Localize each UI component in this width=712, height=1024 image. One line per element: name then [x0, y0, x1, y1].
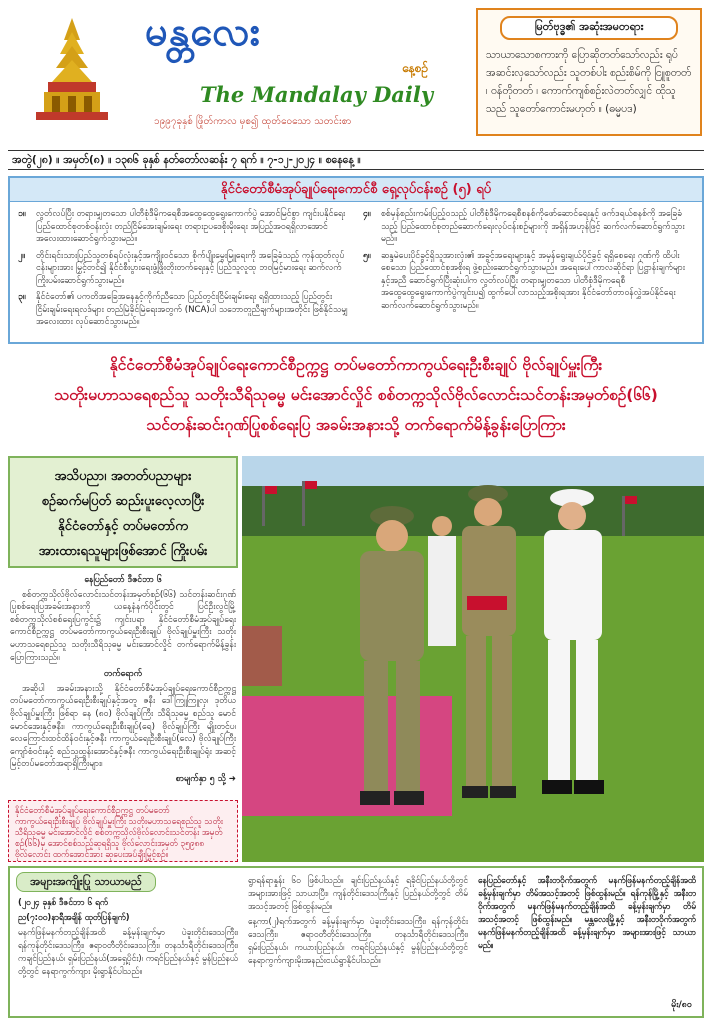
announcement-paragraph: နေ့ကာ(၂)ရက်အတွက် ခန့်မှန်းချက်မှာ ပဲခူးတိုင်းဒေသကြီး၊ ရန်ကုန်တိုင်းဒေသကြီး၊ ဧရာဝတီတိုင်းဒေသကြီး၊ တနင်္သာရီတိုင်းဒေသကြီး၊ ရှမ်းပြည်နယ်၊ ကယားပြည်နယ်၊ ကရင်ပြည်နယ်နှင့် မွန်ပြည်နယ်တို့တွင် နေရာကွက်ကျားမိုးအနည်းငယ်ရွာနိုင်ပါသည်။	[248, 916, 468, 965]
photo-caption: နိုင်ငံတော်စီမံအုပ်ချုပ်ရေးကောင်စီဥက္ကဋ္ဌ တပ်မတော်ကာကွယ်ရေးဦးစီးချုပ် ဗိုလ်ချုပ်မှူးကြီး သတိုးမဟာသရေစည်သူ သတိုးသီရိသုဓမ္မ မင်းအောင်လှိုင် စစ်တက္ကသိုလ်ဗိုလ်လောင်းသင်တန်း အမှတ်စဉ်(၆၆)မှ အောင်စစ်သည့်ဆုရရှိသူ ဗိုလ်လောင်းအမှတ် ၃၅၉၈၈ ဗိုလ်လောင်း ထက်အောင်အား ဆုပေးအပ်ချီးမြှင့်စဉ်။	[8, 800, 238, 862]
announcement-time: ည(၇:၀၀)နာရီအချိန် ထုတ်ပြန်ချက်)	[18, 912, 130, 922]
announcement-column	[18, 896, 238, 980]
masthead	[0, 0, 712, 148]
policy-item	[18, 250, 349, 288]
announcement-paragraph: နေပြည်တော်နှင့် အနီးတဝိုက်အတွက် မနက်ဖြန်မနက်တည့်ချိန်အထိ ခန့်မှန်းချက်မှာ တိမ်အသင့်အတင့် ဖြစ်ထွန်းမည်။ ရန်ကုန်မြို့နှင့် အနီးတဝိုက်အတွက် မနက်ဖြန်မနက်တည့်ချိန်အထိ ခန့်မှန်းချက်မှာ တိမ်အသင့်အတင့် ဖြစ်ထွန်းမည်။ မန္တလေးမြို့နှင့် အနီးတဝိုက်အတွက် မနက်ဖြန်မနက်တည့်ချိန်အထိ ခန့်မှန်းချက်မှာ အများအားဖြင့် သာယာမည်။	[478, 875, 696, 950]
policy-item	[363, 250, 694, 313]
announcement-column	[478, 874, 696, 954]
announcement-date: (၂၀၂၄ ခုနှစ် ဒီဇင်ဘာ ၆ ရက်	[18, 897, 109, 907]
announcement-title: အများအကျိုးပြု သာယာမည်	[16, 872, 156, 892]
policy-item	[18, 208, 349, 246]
policy-item-text: လွတ်လပ်ပြီး တရားမျှတသော ပါတီစုံဒီမိုကရေစီအထွေထွေရွေးကောက်ပွဲ အောင်မြင်စွာ ကျင်းပနိုင်ရေး ပြည်ထောင်စုတစ်ဝန်းလုံး တည်ငြိမ်အေးချမ်းရေး တရားဥပဒေစိုးမိုးရေး အပြည့်အဝရရှိလာအောင် အလေးထားဆောင်ရွက်သွားမည်။	[36, 209, 346, 244]
headline-line: သင်တန်းဆင်းဂုဏ်ပြုစစ်ရေးပြ အခမ်းအနားသို့ တက်ရောက်မိန့်ခွန်းပြောကြား	[146, 416, 566, 434]
policy-item-number: ၄။	[363, 209, 371, 219]
main-headline	[8, 350, 704, 440]
highlight-line: အားထားရသူများဖြစ်အောင် ကြိုးပမ်း	[38, 544, 208, 559]
highlight-line: စဉ်ဆက်မပြတ် ဆည်းပူးလေ့လာပြီး	[41, 494, 205, 509]
policy-title: နိုင်ငံတော်စီမံအုပ်ချုပ်ရေးကောင်စီ ရှေ့လုပ်ငန်းစဉ် (၅) ရပ်	[10, 178, 702, 202]
policy-item-text: တိုင်းရင်းသားပြည်သူတစ်ရပ်လုံးနှင့်အကျိုးဝင်သော စိုက်ပျိုးမွေးမြူရေးကို အခြေခံသည့် ကုန်ထုတ်လုပ်ငန်းများအား မြှင့်တင်၍ နိုင်ငံစီးပွားရေးဖွံ့ဖြိုးတိုးတက်ရေးနှင့် ပြည်သူလူထု ဘဝမြင့်မားရေး ဆက်လက်ကြိုးပမ်းဆောင်ရွက်သွားမည်။	[36, 250, 345, 286]
story-continued-link[interactable]: စာမျက်နှာ ၅ သို့ ➜	[175, 773, 236, 784]
golden-palace-spire-icon	[26, 14, 118, 126]
masthead-established: ၁၉၉၇ခုနှစ် ဖြိုတ်ကာလ မှစ၍ ထုတ်ဝေသော သတင်းစာ	[154, 116, 352, 127]
policy-item-number: ၃။	[18, 292, 26, 302]
policy-item	[18, 291, 349, 329]
story-paragraph: စစ်တက္ကသိုလ်ဗိုလ်လောင်းသင်တန်းအမှတ်စဉ်(၆၆) သင်တန်းဆင်းဂုဏ်ပြုစစ်ရေးပြအခမ်းအနားကို ယနေ့နံနက်ပိုင်းတွင် ပြင်ဦးလွင်မြို့ စစ်တက္ကသိုလ်စစ်ရေးပြကွင်း၌ ကျင်းပရာ နိုင်ငံတော်စီမံအုပ်ချုပ်ရေးကောင်စီဥက္ကဋ္ဌ တပ်မတော်ကာကွယ်ရေးဦးစီးချုပ် ဗိုလ်ချုပ်မှူးကြီး သတိုးမဟာသရေစည်သူ သတိုးသီရိသုဓမ္မ မင်းအောင်လှိုင် တက်ရောက်မိန့်ခွန်းပြောကြားသည်။	[10, 589, 236, 663]
policy-item-number: ၁။	[18, 209, 26, 219]
announcement-paragraph: မနက်ဖြန်မနက်တည့်ချိန်အထိ ခန့်မှန်းချက်မှာ ပဲခူးတိုင်းဒေသကြီး၊ ရန်ကုန်တိုင်းဒေသကြီး၊ ဧရာဝတီတိုင်းဒေသကြီး၊ တနင်္သာရီတိုင်းဒေသကြီး၊ ကချင်ပြည်နယ်၊ ရှမ်းပြည်နယ်(အရှေ့ပိုင်း)၊ ကရင်ပြည်နယ်နှင့် မွန်ပြည်နယ်တို့တွင် နေရာကွက်ကျား မိုးရွာနိုင်ပါသည်။	[18, 927, 238, 976]
headline-line: နိုင်ငံတော်စီမံအုပ်ချုပ်ရေးကောင်စီဥက္ကဋ္ဌ တပ်မတော်ကာကွယ်ရေးဦးစီးချုပ် ဗိုလ်ချုပ်မှူးကြီး	[109, 356, 603, 374]
policy-item-text: ဆန္ဒမဲပေးပိုင်ခွင့်ရှိသူအားလုံး၏ အခွင့်အရေးများနှင့် အမှန်ရွေးချယ်ပိုင်ခွင့် ရရှိစေရေး ဂုဏ်ကို ထိပါးစေသော ပြည်ထောင်စုအစိုးရ ဖွဲ့စည်းဆောင်ရွက်သွားမည်။ အရေးပေါ်ကာလဆိုင်ရာ ပြဋ္ဌာန်းချက်များနှင့်အညီ ဆောင်ရွက်ပြီးဆုံးပါက လွတ်လပ်ပြီး တရားမျှတသော ပါတီစုံဒီမိုကရေစီ အထွေထွေရွေးကောက်ပွဲကျင်းပ၍ ထွက်ပေါ်လာသည့်အစိုးရအား နိုင်ငံတော်တာဝန်လွှဲအပ်နိုင်ရေး ဆက်လက်ဆောင်ရွက်သွားမည်။	[381, 250, 685, 311]
policy-item-text: နိုင်ငံတော်၏ ပကတိအခြေအနေနှင့်ကိုက်ညီသော ပြည်တွင်းငြိမ်းချမ်းရေး ရရှိထားသည့် ပြည်တွင်းငြိမ်းချမ်းရေးရလဒ်များ တည်မြဲခိုင်မြဲရေးအတွက် (NCA)ပါ သဘောတူညီချက်များအတိုင်း ဖြစ်နိုင်သမျှ အလေးထား လုပ်ဆောင်သွားမည်။	[36, 292, 348, 327]
highlight-line: အသိပညာ၊ အတတ်ပညာများ	[54, 469, 192, 484]
policy-item-number: ၅။	[363, 250, 371, 261]
motto-heading: မြတ်ဗုဒ္ဓ၏ အဆုံးအမတရား	[500, 16, 678, 40]
masthead-subtitle: နေ့စဉ်	[402, 61, 429, 75]
highlight-line: နိုင်ငံတော်နှင့် တပ်မတော်က	[58, 519, 188, 534]
motto-text: သာယာသောစကားကို ပြောဆိုတတ်သော်လည်း ရုပ်အဆင်းလှသော်လည်း သူတစ်ပါး စည်းစိမ်ကို ငြူစူတတ် ၊ ဝန်တိုတတ် ၊ ကောက်ကျစ်စဉ်းလဲတတ်လျှင် ထိုသူသည် သူတော်ကောင်းမဟုတ် ။ (ဓမ္မပဒ)	[486, 49, 692, 115]
story-paragraph: အဆိုပါ အခမ်းအနားသို့ နိုင်ငံတော်စီမံအုပ်ချုပ်ရေးကောင်စီဥက္ကဋ္ဌ တပ်မတော်ကာကွယ်ရေးဦးစီးချုပ်နှင့်အတူ ဇနီး ဒေါ်ကြူကြူလှ၊ ဒုတိယဗိုလ်ချုပ်မှူးကြီး ဖြစ်ရာ နေ (၈၀) ဗိုလ်ချုပ်ကြီး သီရိသုဓမ္မ စည်သူ မောင်မောင်အေးနှင့်ဇနီး၊ ကာကွယ်ရေးဦးစီးချုပ်(ရေ) ဗိုလ်ချုပ်ကြီး မျိုးတင့်ပ၊ လေကြောင်းထင်ထိန်ဝင်းနှင့်ဇနီး ကာကွယ်ရေးဦးစီးချုပ်(လေ) ဗိုလ်ချုပ်ကြီး ကျော်စံဝင်းနှင့် စည်သူထွန်းအောင်နှင့်ဇနီး ကာကွယ်ရေးဦးစီးချုပ်ရုံး အဆင့်မြင့်တပ်မတော်အရာရှိကြီးများ၊	[10, 683, 236, 770]
issue-dateline: အတွဲ(၂၈) ။ အမှတ်(၈) ။ ၁၃၈၆ ခုနှစ် နတ်တော်လဆန်း ၇ ရက် ။ ၇-၁၂-၂၀၂၄ ။ စနေနေ့ ။	[8, 150, 704, 170]
ceremony-photo	[242, 456, 704, 862]
policy-box	[8, 176, 704, 344]
policy-item-number: ၂။	[18, 250, 25, 261]
policy-column-right	[363, 208, 694, 333]
policy-item-text: စစ်မှန်စည်းကမ်းပြည့်ဝသည့် ပါတီစုံဒီမိုကရေစီစနစ်ကိုဖော်ဆောင်ရေးနှင့် ဖက်ဒရယ်စနစ်ကို အခြေခံသည့် ပြည်ထောင်စုတည်ဆောက်ရေးလုပ်ငန်းစဉ်များကို အရှိန်အဟုန်ဖြင့် ဆက်လက်ဆောင်ရွက်သွားမည်။	[381, 209, 685, 244]
policy-column-left	[18, 208, 349, 333]
story-subhead: တက်ရောက်	[103, 669, 143, 680]
policy-item	[363, 208, 694, 246]
motto-box	[476, 8, 702, 136]
story-dateline: နေပြည်တော် ဒီဇင်ဘာ ၆	[84, 575, 162, 585]
story-body	[10, 574, 236, 788]
announcement-column	[248, 874, 468, 969]
headline-line: သတိုးမဟာသရေစည်သူ သတိုးသီရိသုဓမ္မ မင်းအောင်လှိုင် စစ်တက္ကသိုလ်ဗိုလ်လောင်းသင်တန်းအမှတ်စဉ်(၆၆)	[54, 386, 658, 404]
story-highlight-box	[8, 456, 238, 568]
weather-announcement	[8, 866, 704, 1018]
announcement-paragraph: ရွာရန်ရာနှုန်း ၆၀ ဖြစ်ပါသည်။ ချင်းပြည်နယ်နှင့် ရခိုင်ပြည်နယ်တို့တွင် အများအားဖြင့် သာယာပြီး၊ ကျန်တိုင်းဒေသကြီးနှင့် ပြည်နယ်တို့တွင် တိမ်အသင့်အတင့် ဖြစ်ထွန်းမည်။	[248, 875, 468, 911]
masthead-title-english: The Mandalay Daily	[200, 82, 434, 107]
masthead-title-myanmar: မန္တလေး	[145, 8, 261, 55]
announcement-footer: မိုး/၈၀	[671, 1000, 692, 1010]
